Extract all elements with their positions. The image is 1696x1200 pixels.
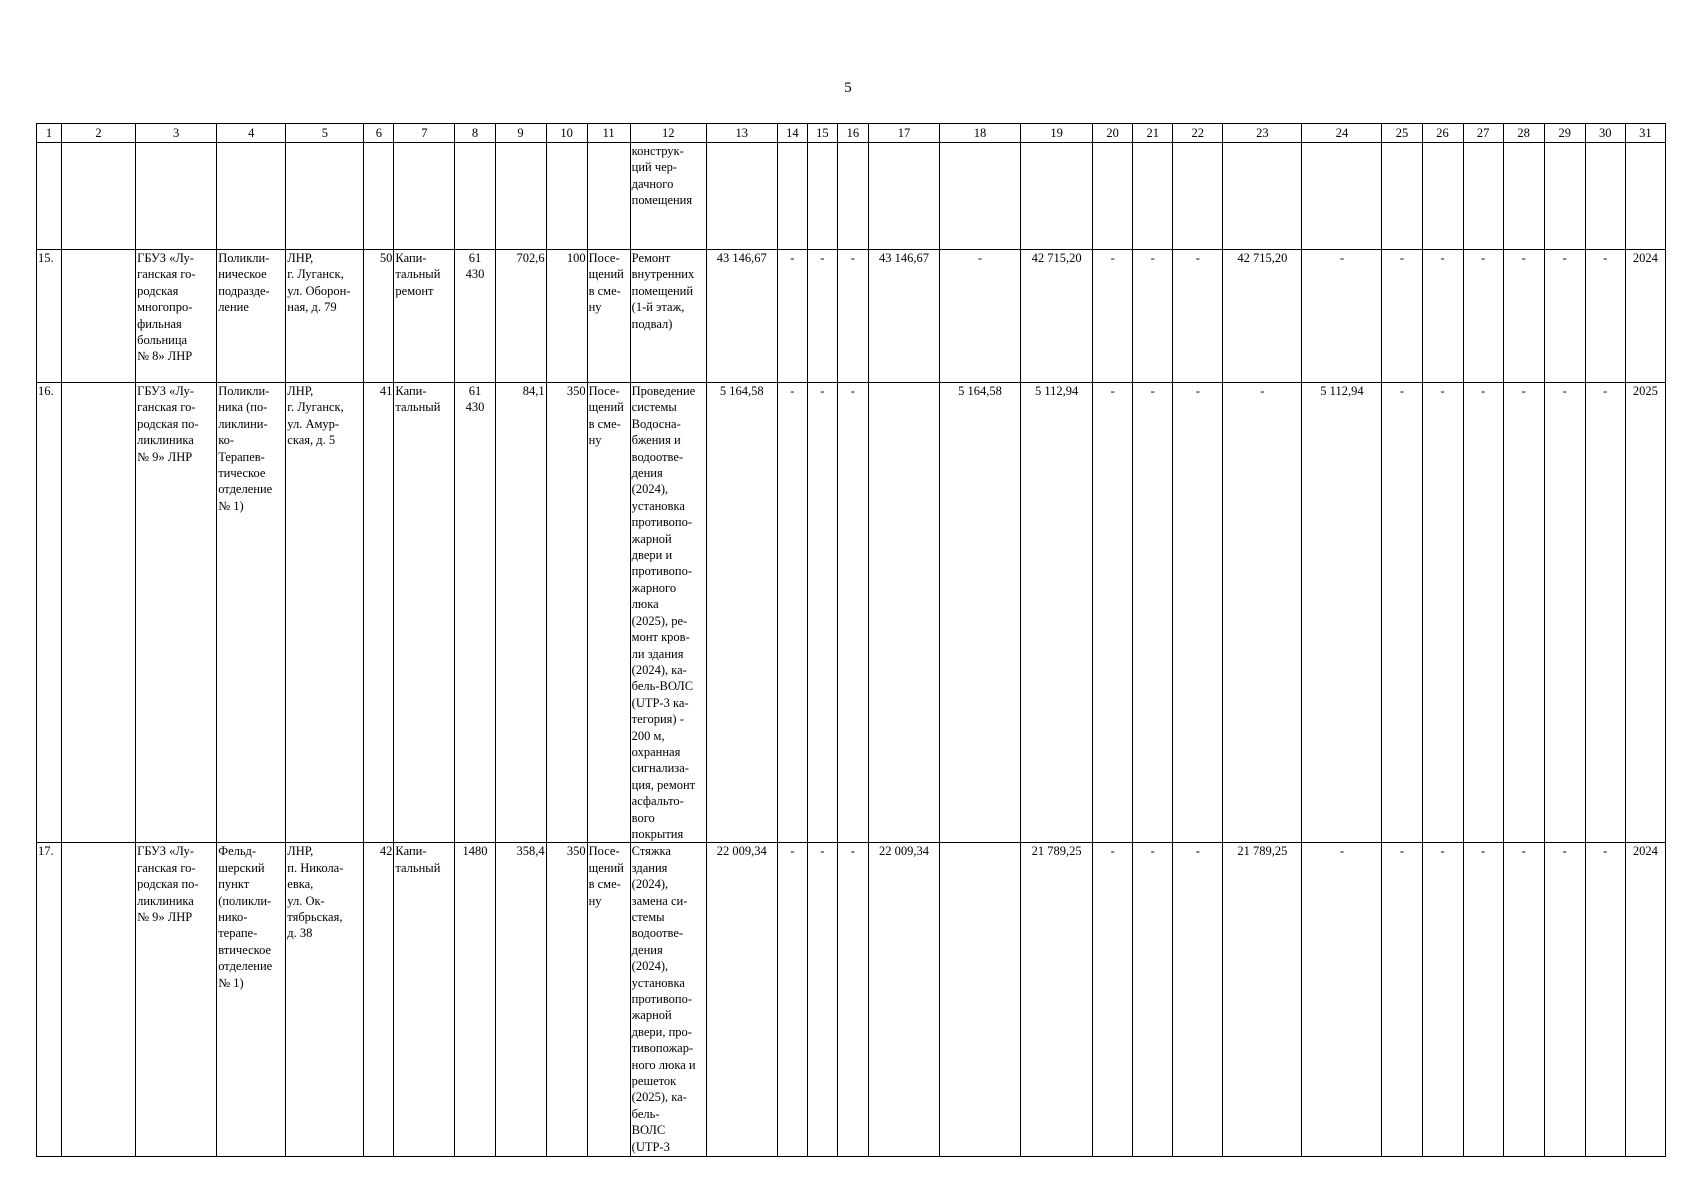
table-cell-col-21 xyxy=(1133,143,1173,250)
table-cell-col-12: Проведение системы Водоснa- бжения и водоотве- дения (2024), установка противопо- жарной двери и противопо- жарного люка (2025), ре- монт кров- ли здания (2024), ка- бель-ВОЛС (UTP-3 ка- тегория) - 200 м, охранная сигнализа- ция, ремонт асфальто- вого покрытия xyxy=(630,383,706,843)
table-cell-col-9: 358,4 xyxy=(495,843,546,1157)
table-cell-col-15: - xyxy=(807,250,837,383)
table-cell-col-7 xyxy=(394,143,455,250)
table-cell-col-24 xyxy=(1302,143,1382,250)
table-cell-col-24: 5 112,94 xyxy=(1302,383,1382,843)
column-header-21: 21 xyxy=(1133,124,1173,143)
table-cell-col-1: 16. xyxy=(37,383,62,843)
table-cell-col-3 xyxy=(136,143,217,250)
table-cell-col-13: 43 146,67 xyxy=(706,250,777,383)
table-row xyxy=(37,250,1666,383)
table-cell-col-26: - xyxy=(1422,250,1463,383)
table-cell-col-17 xyxy=(868,383,939,843)
table-cell-col-17: 22 009,34 xyxy=(868,843,939,1157)
table-cell-col-20: - xyxy=(1093,843,1133,1157)
table-cell-col-19: 42 715,20 xyxy=(1021,250,1093,383)
table-cell-col-26: - xyxy=(1422,843,1463,1157)
table-cell-col-28: - xyxy=(1503,843,1544,1157)
table-cell-col-13: 22 009,34 xyxy=(706,843,777,1157)
table-cell-col-5 xyxy=(286,143,364,250)
column-header-24: 24 xyxy=(1302,124,1382,143)
table-cell-col-20: - xyxy=(1093,250,1133,383)
table-cell-col-19: 5 112,94 xyxy=(1021,383,1093,843)
table-cell-col-16 xyxy=(837,143,868,250)
table-cell-col-15 xyxy=(807,143,837,250)
column-header-25: 25 xyxy=(1382,124,1422,143)
column-header-30: 30 xyxy=(1585,124,1625,143)
table-cell-col-5: ЛНР, г. Луганск, ул. Амур- ская, д. 5 xyxy=(286,383,364,843)
table-cell-col-2 xyxy=(62,143,136,250)
table-cell-col-14: - xyxy=(777,843,807,1157)
table-cell-col-11 xyxy=(587,143,630,250)
table-cell-col-25 xyxy=(1382,143,1422,250)
table-cell-col-24: - xyxy=(1302,843,1382,1157)
table-cell-col-24: - xyxy=(1302,250,1382,383)
table-cell-col-29: - xyxy=(1544,383,1585,843)
column-header-22: 22 xyxy=(1173,124,1223,143)
page-number: 5 xyxy=(844,80,852,96)
table-cell-col-1: 17. xyxy=(37,843,62,1157)
table-cell-col-19 xyxy=(1021,143,1093,250)
table-cell-col-9: 702,6 xyxy=(495,250,546,383)
column-header-18: 18 xyxy=(939,124,1020,143)
table-cell-col-30: - xyxy=(1585,250,1625,383)
table-cell-col-26 xyxy=(1422,143,1463,250)
table-cell-col-21: - xyxy=(1133,843,1173,1157)
table-cell-col-23: - xyxy=(1223,383,1302,843)
table-cell-col-23: 21 789,25 xyxy=(1223,843,1302,1157)
table-cell-col-6: 42 xyxy=(364,843,394,1157)
column-header-23: 23 xyxy=(1223,124,1302,143)
column-header-8: 8 xyxy=(455,124,495,143)
table-cell-col-16: - xyxy=(837,843,868,1157)
column-header-17: 17 xyxy=(868,124,939,143)
table-cell-col-9: 84,1 xyxy=(495,383,546,843)
table-cell-col-6: 50 xyxy=(364,250,394,383)
table-cell-col-31 xyxy=(1625,143,1665,250)
table-cell-col-14 xyxy=(777,143,807,250)
table-cell-col-8: 61 430 xyxy=(455,383,495,843)
table-cell-col-3: ГБУЗ «Лу- ганская го- родская по- ликлиника № 9» ЛНР xyxy=(136,843,217,1157)
table-cell-col-4: Поликли- ническое подразде- ление xyxy=(217,250,286,383)
table-cell-col-25: - xyxy=(1382,250,1422,383)
data-table xyxy=(36,123,1666,1157)
table-cell-col-20 xyxy=(1093,143,1133,250)
column-header-6: 6 xyxy=(364,124,394,143)
table-row xyxy=(37,383,1666,843)
table-cell-col-4: Фельд- шерский пункт (поликли- нико- терапе- втическое отделение № 1) xyxy=(217,843,286,1157)
table-cell-col-20: - xyxy=(1093,383,1133,843)
table-cell-col-4 xyxy=(217,143,286,250)
table-cell-col-14: - xyxy=(777,250,807,383)
table-cell-col-11: Посе- щений в сме- ну xyxy=(587,250,630,383)
table-cell-col-18: - xyxy=(939,250,1020,383)
table-cell-col-7: Капи- тальный xyxy=(394,383,455,843)
table-cell-col-5: ЛНР, г. Луганск, ул. Оборон- ная, д. 79 xyxy=(286,250,364,383)
table-cell-col-6 xyxy=(364,143,394,250)
table-cell-col-17: 43 146,67 xyxy=(868,250,939,383)
table-cell-col-13: 5 164,58 xyxy=(706,383,777,843)
column-header-20: 20 xyxy=(1093,124,1133,143)
column-header-26: 26 xyxy=(1422,124,1463,143)
table-cell-col-29 xyxy=(1544,143,1585,250)
column-header-14: 14 xyxy=(777,124,807,143)
table-cell-col-22: - xyxy=(1173,843,1223,1157)
table-cell-col-10: 350 xyxy=(546,843,587,1157)
column-header-4: 4 xyxy=(217,124,286,143)
column-header-5: 5 xyxy=(286,124,364,143)
table-cell-col-28: - xyxy=(1503,383,1544,843)
table-cell-col-8: 61 430 xyxy=(455,250,495,383)
column-header-1: 1 xyxy=(37,124,62,143)
table-cell-col-11: Посе- щений в сме- ну xyxy=(587,843,630,1157)
table-cell-col-10 xyxy=(546,143,587,250)
table-cell-col-13 xyxy=(706,143,777,250)
table-cell-col-15: - xyxy=(807,383,837,843)
column-header-2: 2 xyxy=(62,124,136,143)
table-row xyxy=(37,143,1666,250)
column-header-11: 11 xyxy=(587,124,630,143)
column-header-28: 28 xyxy=(1503,124,1544,143)
table-cell-col-31: 2024 xyxy=(1625,250,1665,383)
table-cell-col-3: ГБУЗ «Лу- ганская го- родская многопро- фильная больница № 8» ЛНР xyxy=(136,250,217,383)
table-cell-col-27: - xyxy=(1463,383,1503,843)
column-header-15: 15 xyxy=(807,124,837,143)
table-cell-col-31: 2024 xyxy=(1625,843,1665,1157)
table-cell-col-25: - xyxy=(1382,383,1422,843)
table-cell-col-8 xyxy=(455,143,495,250)
column-header-12: 12 xyxy=(630,124,706,143)
table-cell-col-30: - xyxy=(1585,383,1625,843)
table-cell-col-10: 350 xyxy=(546,383,587,843)
column-header-29: 29 xyxy=(1544,124,1585,143)
table-cell-col-1: 15. xyxy=(37,250,62,383)
column-header-16: 16 xyxy=(837,124,868,143)
table-cell-col-22 xyxy=(1173,143,1223,250)
table-cell-col-7: Капи- тальный xyxy=(394,843,455,1157)
table-cell-col-23: 42 715,20 xyxy=(1223,250,1302,383)
table-cell-col-12: Ремонт внутренних помещений (1-й этаж, подвал) xyxy=(630,250,706,383)
table-cell-col-29: - xyxy=(1544,843,1585,1157)
table-cell-col-26: - xyxy=(1422,383,1463,843)
table-cell-col-19: 21 789,25 xyxy=(1021,843,1093,1157)
table-cell-col-21: - xyxy=(1133,383,1173,843)
table-cell-col-14: - xyxy=(777,383,807,843)
table-cell-col-25: - xyxy=(1382,843,1422,1157)
column-header-9: 9 xyxy=(495,124,546,143)
table-cell-col-2 xyxy=(62,383,136,843)
table-cell-col-28: - xyxy=(1503,250,1544,383)
table-cell-col-28 xyxy=(1503,143,1544,250)
table-cell-col-11: Посе- щений в сме- ну xyxy=(587,383,630,843)
table-cell-col-27: - xyxy=(1463,843,1503,1157)
table-cell-col-4: Поликли- ника (по- ликлини- ко- Терапев- тическое отделение № 1) xyxy=(217,383,286,843)
table-cell-col-30 xyxy=(1585,143,1625,250)
table-row xyxy=(37,843,1666,1157)
table-cell-col-3: ГБУЗ «Лу- ганская го- родская по- ликлиника № 9» ЛНР xyxy=(136,383,217,843)
table-cell-col-5: ЛНР, п. Никола- евка, ул. Ок- тябрьская, д. 38 xyxy=(286,843,364,1157)
column-header-31: 31 xyxy=(1625,124,1665,143)
table-cell-col-17 xyxy=(868,143,939,250)
table-cell-col-18 xyxy=(939,843,1020,1157)
table-cell-col-1 xyxy=(37,143,62,250)
table-cell-col-22: - xyxy=(1173,250,1223,383)
table-cell-col-10: 100 xyxy=(546,250,587,383)
table-cell-col-15: - xyxy=(807,843,837,1157)
table-cell-col-8: 1480 xyxy=(455,843,495,1157)
table-cell-col-2 xyxy=(62,843,136,1157)
column-header-10: 10 xyxy=(546,124,587,143)
column-header-19: 19 xyxy=(1021,124,1093,143)
table-header xyxy=(37,124,1666,143)
table-cell-col-18 xyxy=(939,143,1020,250)
table-cell-col-21: - xyxy=(1133,250,1173,383)
column-header-7: 7 xyxy=(394,124,455,143)
column-header-27: 27 xyxy=(1463,124,1503,143)
table-body xyxy=(37,143,1666,1157)
table-cell-col-16: - xyxy=(837,383,868,843)
table-cell-col-29: - xyxy=(1544,250,1585,383)
table-cell-col-16: - xyxy=(837,250,868,383)
header-row xyxy=(37,124,1666,143)
table-cell-col-6: 41 xyxy=(364,383,394,843)
table-cell-col-2 xyxy=(62,250,136,383)
table-cell-col-12: конструк- ций чер- дачного помещения xyxy=(630,143,706,250)
table-cell-col-31: 2025 xyxy=(1625,383,1665,843)
column-header-3: 3 xyxy=(136,124,217,143)
table-cell-col-27: - xyxy=(1463,250,1503,383)
table-cell-col-30: - xyxy=(1585,843,1625,1157)
column-header-13: 13 xyxy=(706,124,777,143)
table-cell-col-12: Стяжка здания (2024), замена си- стемы водоотве- дения (2024), установка противопо- жарной двери, про- тивопожар- ного люка и решеток (2025), ка- бель- ВОЛС (UTP-3 xyxy=(630,843,706,1157)
table-cell-col-23 xyxy=(1223,143,1302,250)
table-cell-col-9 xyxy=(495,143,546,250)
table-cell-col-18: 5 164,58 xyxy=(939,383,1020,843)
table-cell-col-22: - xyxy=(1173,383,1223,843)
table-cell-col-27 xyxy=(1463,143,1503,250)
table-cell-col-7: Капи- тальный ремонт xyxy=(394,250,455,383)
